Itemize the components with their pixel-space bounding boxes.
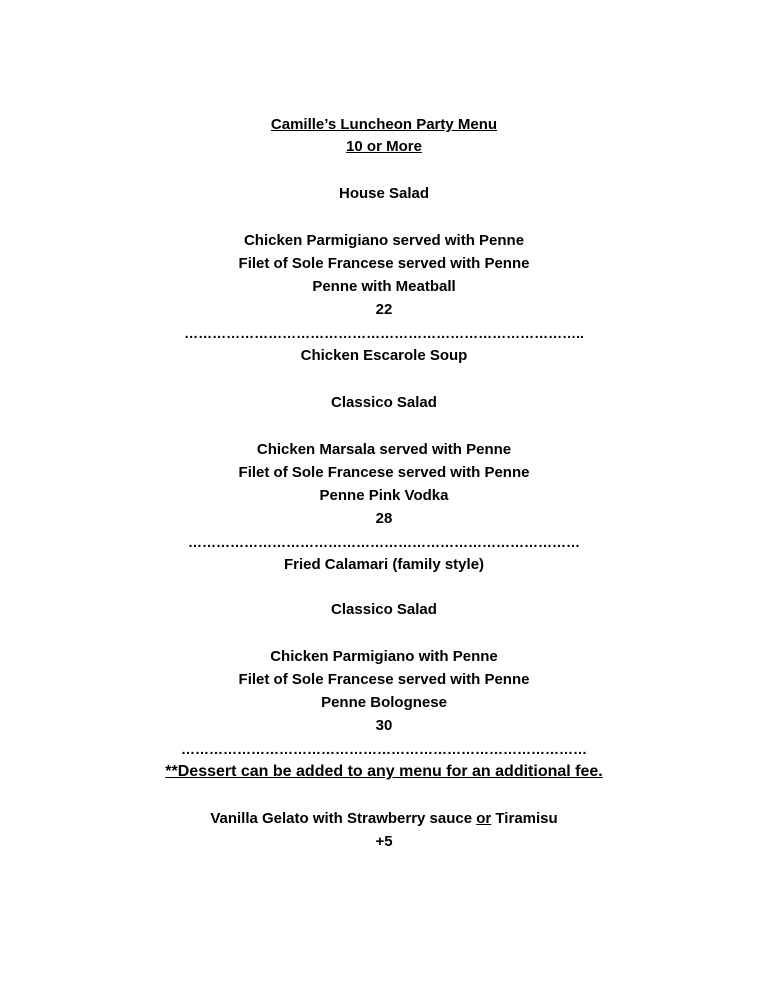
dessert-text: Tiramisu	[491, 810, 558, 827]
tier1-entree: Penne with Meatball	[312, 278, 456, 295]
tier1-entree: Chicken Parmigiano served with Penne	[243, 232, 525, 249]
tier2-entree: Chicken Marsala served with Penne	[256, 441, 512, 458]
menu-title: Camille’s Luncheon Party Menu	[270, 116, 498, 133]
tier1-entree: Filet of Sole Francese served with Penne	[238, 255, 530, 272]
tier3-entree: Chicken Parmigiano with Penne	[270, 648, 498, 665]
dessert-text: Vanilla Gelato with Strawberry sauce	[210, 810, 477, 827]
tier1-salad: House Salad	[338, 185, 430, 202]
tier2-salad: Classico Salad	[331, 394, 437, 411]
separator: ……………………………………………………………………………	[181, 741, 587, 757]
tier3-entree: Penne Bolognese	[321, 694, 447, 711]
tier1-price: 22	[375, 301, 393, 318]
tier3-starter: Fried Calamari (family style)	[283, 556, 485, 573]
tier2-entree: Filet of Sole Francese served with Penne	[238, 464, 530, 481]
dessert-or: or	[476, 810, 492, 827]
menu-subtitle: 10 or More	[346, 138, 422, 155]
tier3-price: 30	[375, 717, 393, 734]
tier3-salad: Classico Salad	[331, 601, 437, 618]
tier3-entree: Filet of Sole Francese served with Penne	[238, 671, 530, 688]
dessert-price: +5	[375, 833, 393, 850]
separator: …………………………………………………………………………	[188, 534, 580, 550]
tier2-entree: Penne Pink Vodka	[319, 487, 449, 504]
dessert-note: **Dessert can be added to any menu for an additional fee.	[165, 763, 603, 780]
tier2-price: 28	[375, 510, 393, 527]
separator: …………………………………………………………………………..	[184, 325, 584, 341]
tier2-starter: Chicken Escarole Soup	[300, 347, 468, 364]
dessert-line	[0, 809, 768, 829]
